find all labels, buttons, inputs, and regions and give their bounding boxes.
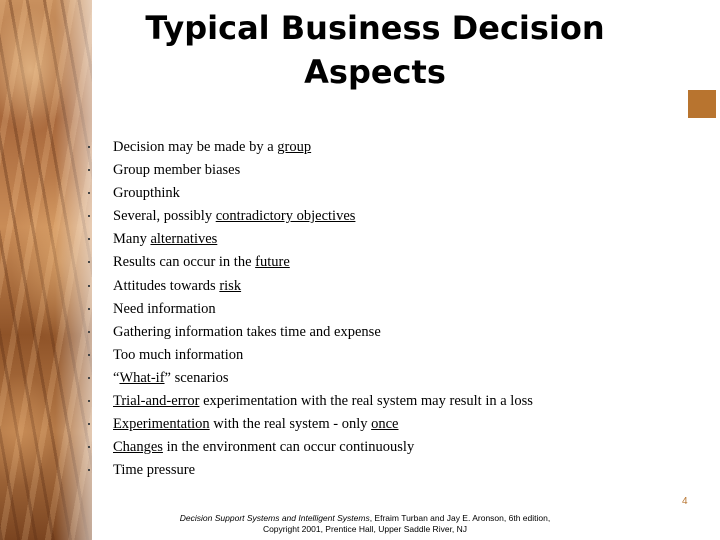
footer-citation bbox=[120, 513, 610, 535]
bullet-marker bbox=[88, 146, 90, 148]
bullet-item bbox=[86, 459, 686, 482]
bullet-item bbox=[86, 413, 686, 436]
footer-book-title: Decision Support Systems and Intelligent Systems bbox=[179, 513, 370, 523]
bullet-text-segment: future bbox=[255, 254, 290, 271]
slide-title: Typical Business Decision Aspects bbox=[145, 9, 605, 91]
bullet-marker bbox=[88, 215, 90, 217]
bullet-text-segment: group bbox=[277, 139, 312, 155]
bullet-text-segment: What-if bbox=[119, 369, 165, 386]
bullet-item bbox=[86, 344, 686, 367]
bullet-text-segment: Decision may be made by a bbox=[113, 139, 278, 155]
bullet-text-segment: contradictory objectives bbox=[215, 208, 356, 225]
bullet-marker bbox=[88, 354, 90, 356]
bullet-marker bbox=[88, 331, 90, 333]
bullet-item bbox=[86, 251, 686, 274]
bullet-item bbox=[86, 367, 686, 390]
bullet-marker bbox=[88, 446, 90, 448]
bullet-item bbox=[86, 390, 686, 413]
bullet-text-segment: Many bbox=[113, 231, 151, 248]
footer-line2: Copyright 2001, Prentice Hall, Upper Saddle River, NJ bbox=[262, 524, 468, 534]
bullet-text-segment: alternatives bbox=[150, 231, 218, 248]
bullet-text-segment: Group member biases bbox=[113, 162, 241, 179]
bullet-item bbox=[86, 321, 686, 344]
bullet-text-segment: Time pressure bbox=[113, 462, 196, 479]
bullet-marker bbox=[88, 261, 90, 263]
bullet-text-segment: Results can occur in the bbox=[113, 254, 256, 271]
bullet-marker bbox=[88, 377, 90, 379]
bullet-text-segment: “ bbox=[113, 369, 120, 386]
bullet-item bbox=[86, 205, 686, 228]
bullet-text-segment: Too much information bbox=[113, 346, 244, 363]
bullet-text-segment: Several, possibly bbox=[113, 208, 216, 225]
bullet-marker bbox=[88, 169, 90, 171]
bullet-item bbox=[86, 159, 686, 182]
bullet-text-segment: Gathering information takes time and expense bbox=[113, 323, 381, 340]
bullet-text-segment: risk bbox=[219, 277, 242, 294]
bullet-item bbox=[86, 275, 686, 298]
bullet-marker bbox=[88, 192, 90, 194]
decorative-sidebar-image bbox=[0, 0, 92, 540]
bullet-marker bbox=[88, 308, 90, 310]
bullet-text-segment: Attitudes towards bbox=[113, 277, 220, 294]
bullet-text-segment: Need information bbox=[113, 300, 216, 317]
bullet-text-segment: with the real system - only bbox=[209, 416, 372, 433]
bullet-item bbox=[86, 228, 686, 251]
bullet-text-segment: in the environment can occur continuously bbox=[162, 439, 415, 456]
bullet-text-segment: Changes bbox=[113, 439, 163, 456]
bullet-marker bbox=[88, 238, 90, 240]
footer-line1-rest: , Efraim Turban and Jay E. Aronson, 6th edition, bbox=[369, 513, 551, 523]
bullet-marker bbox=[88, 423, 90, 425]
bullet-text-segment: Trial-and-error bbox=[113, 393, 200, 410]
bullet-marker bbox=[88, 469, 90, 471]
bullet-text-segment: Experimentation bbox=[113, 416, 210, 433]
bullet-marker bbox=[88, 400, 90, 402]
bullet-text-segment: Groupthink bbox=[113, 185, 180, 202]
bullet-item bbox=[86, 182, 686, 205]
bullet-marker bbox=[88, 285, 90, 287]
bullet-text-segment: experimentation with the real system may result in a loss bbox=[199, 393, 533, 410]
bullet-item bbox=[86, 298, 686, 321]
bullet-text-segment: once bbox=[371, 416, 399, 433]
accent-square bbox=[688, 90, 716, 118]
bullet-list bbox=[86, 136, 686, 482]
page-number: 4 bbox=[682, 496, 688, 507]
bullet-item bbox=[86, 436, 686, 459]
bullet-item bbox=[86, 136, 686, 159]
bullet-text-segment: ” scenarios bbox=[164, 369, 229, 386]
